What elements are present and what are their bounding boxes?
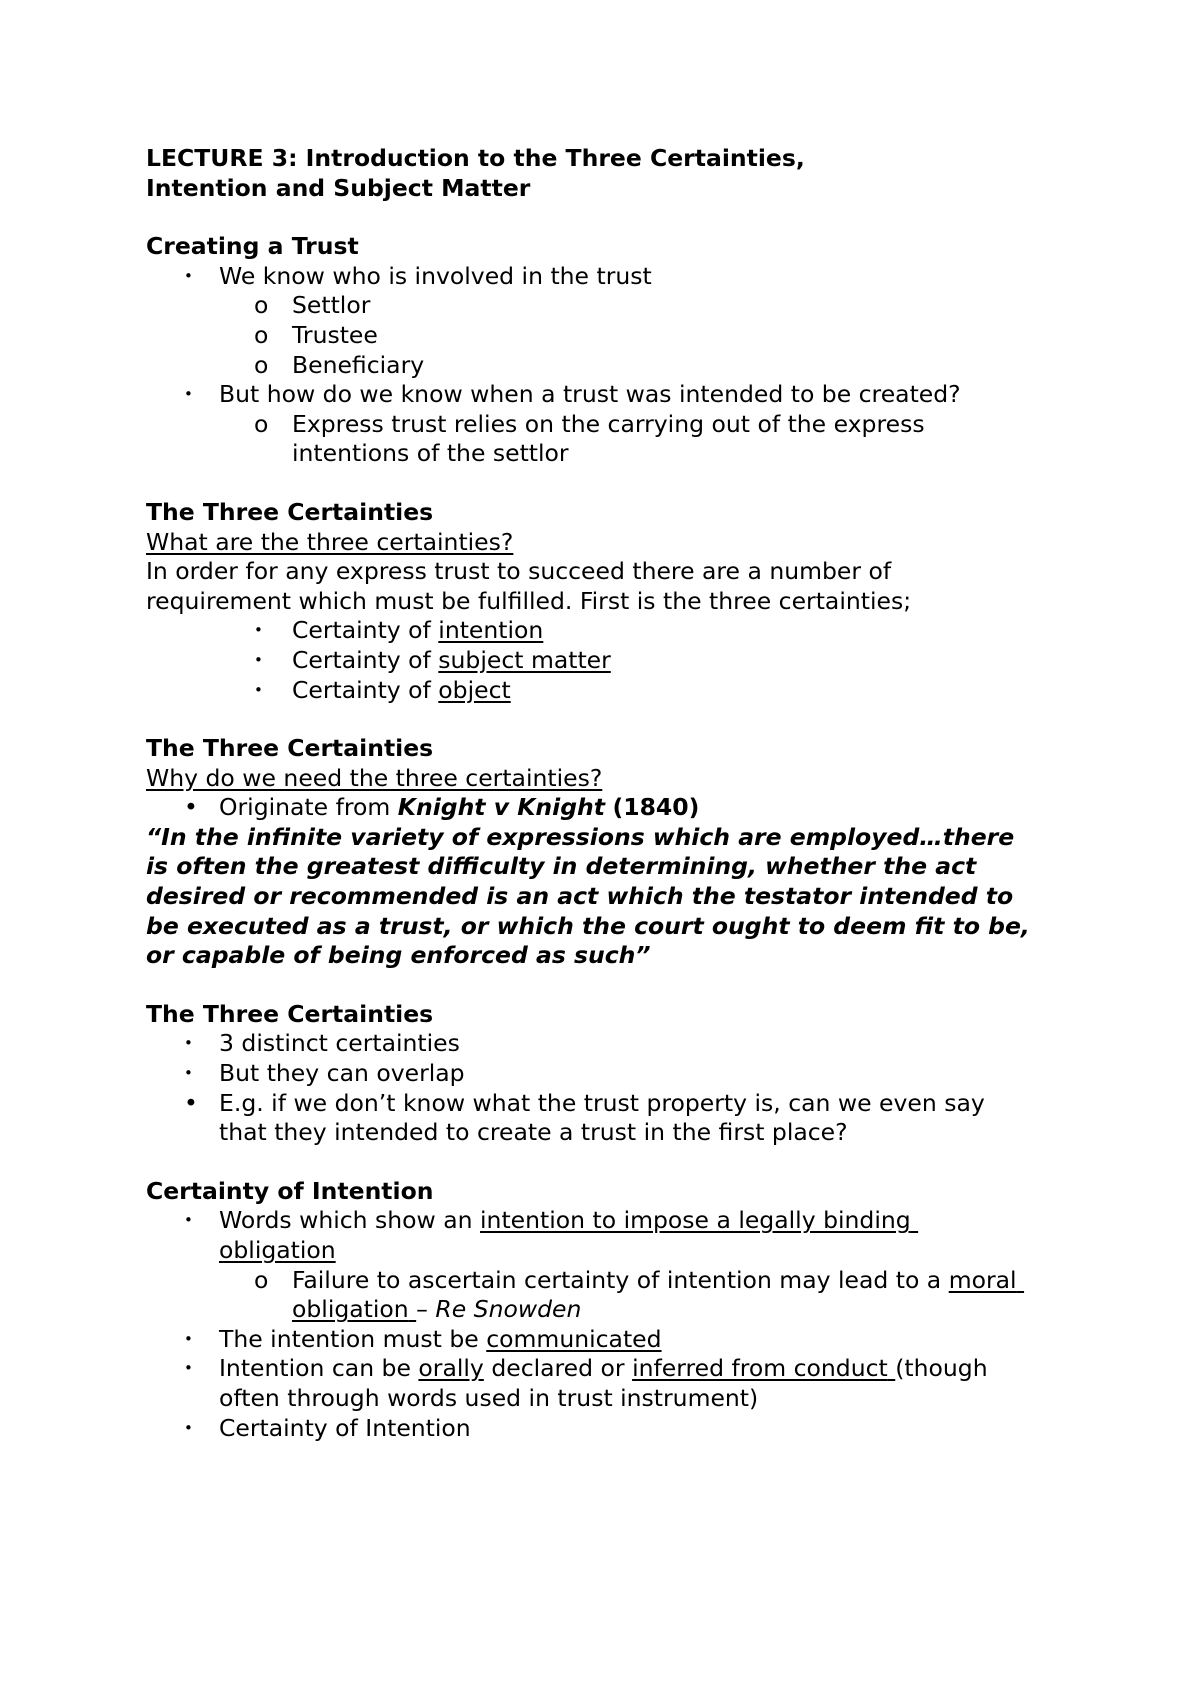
circle-bullet-icon: o: [254, 1265, 269, 1294]
list-item: • Intention can be orally declared or inferred from conduct (though: [184, 1354, 988, 1383]
bullet-icon: •: [184, 1088, 198, 1117]
list-item-continuation: obligation: [219, 1236, 336, 1264]
list-item: • But they can overlap: [184, 1059, 465, 1088]
bullet-icon: •: [184, 1359, 193, 1378]
quote-line: is often the greatest difficulty in determining, whether the act: [146, 852, 977, 881]
bullet-icon: •: [254, 650, 263, 669]
section-heading-three-certainties: The Three Certainties: [146, 999, 434, 1028]
circle-bullet-icon: o: [254, 291, 269, 320]
circle-bullet-icon: o: [254, 409, 269, 438]
list-item: • But how do we know when a trust was intended to be created?: [184, 380, 961, 409]
bullet-icon: •: [184, 266, 193, 285]
bullet-icon: •: [254, 621, 263, 640]
lecture-title-line-2: Intention and Subject Matter: [146, 173, 531, 202]
paragraph-line: requirement which must be fulfilled. First is the three certainties;: [146, 586, 912, 615]
list-item: • Words which show an intention to impose a legally binding: [184, 1206, 911, 1235]
bullet-icon: •: [184, 1211, 193, 1230]
quote-line: “In the infinite variety of expressions which are employed…there: [146, 822, 1015, 851]
list-item: • We know who is involved in the trust: [184, 261, 652, 290]
quote-line: be executed as a trust, or which the court ought to deem fit to be,: [146, 911, 1030, 940]
list-item: • Certainty of intention: [254, 616, 544, 645]
subheading-question: What are the three certainties?: [146, 527, 514, 556]
list-item: o Express trust relies on the carrying out of the express: [254, 409, 925, 438]
section-heading-creating-trust: Creating a Trust: [146, 232, 359, 261]
bullet-icon: •: [184, 1329, 193, 1348]
list-item: • Certainty of object: [254, 675, 511, 704]
bullet-icon: •: [184, 1034, 193, 1053]
list-item: o Beneficiary: [254, 350, 425, 379]
list-item: • Certainty of subject matter: [254, 645, 611, 674]
paragraph-line: In order for any express trust to succeed there are a number of: [146, 557, 892, 586]
list-item-continuation: that they intended to create a trust in the first place?: [219, 1118, 848, 1147]
case-name: Knight v Knight: [397, 793, 605, 822]
bullet-icon: •: [254, 680, 263, 699]
list-item-continuation: obligation – Re Snowden: [292, 1295, 582, 1324]
quote-line: or capable of being enforced as such”: [146, 941, 651, 970]
list-item: o Failure to ascertain certainty of intention may lead to a moral: [254, 1265, 1017, 1294]
bullet-icon: •: [184, 1064, 193, 1083]
section-heading-three-certainties: The Three Certainties: [146, 734, 434, 763]
circle-bullet-icon: o: [254, 350, 269, 379]
quote-line: desired or recommended is an act which the testator intended to: [146, 882, 1014, 911]
lecture-title-line-1: LECTURE 3: Introduction to the Three Certainties,: [146, 144, 805, 172]
list-item-continuation: often through words used in trust instrument): [219, 1383, 759, 1412]
list-item: • Certainty of Intention: [184, 1413, 471, 1442]
list-item: o Trustee: [254, 320, 378, 349]
case-name: Re Snowden: [435, 1295, 582, 1324]
bullet-icon: •: [184, 1418, 193, 1437]
document-page: [146, 144, 1086, 1443]
list-item-continuation: intentions of the settlor: [292, 439, 569, 468]
list-item: o Settlor: [254, 291, 371, 320]
circle-bullet-icon: o: [254, 320, 269, 349]
subheading-question: Why do we need the three certainties?: [146, 763, 603, 792]
section-heading-three-certainties: The Three Certainties: [146, 497, 434, 526]
bullet-icon: •: [184, 793, 198, 822]
list-item: • E.g. if we don’t know what the trust property is, can we even say: [184, 1088, 985, 1117]
list-item: • Originate from Knight v Knight (1840): [184, 793, 700, 822]
list-item: • 3 distinct certainties: [184, 1029, 460, 1058]
section-heading-certainty-of-intention: Certainty of Intention: [146, 1176, 434, 1205]
bullet-icon: •: [184, 385, 193, 404]
list-item: • The intention must be communicated: [184, 1324, 662, 1353]
